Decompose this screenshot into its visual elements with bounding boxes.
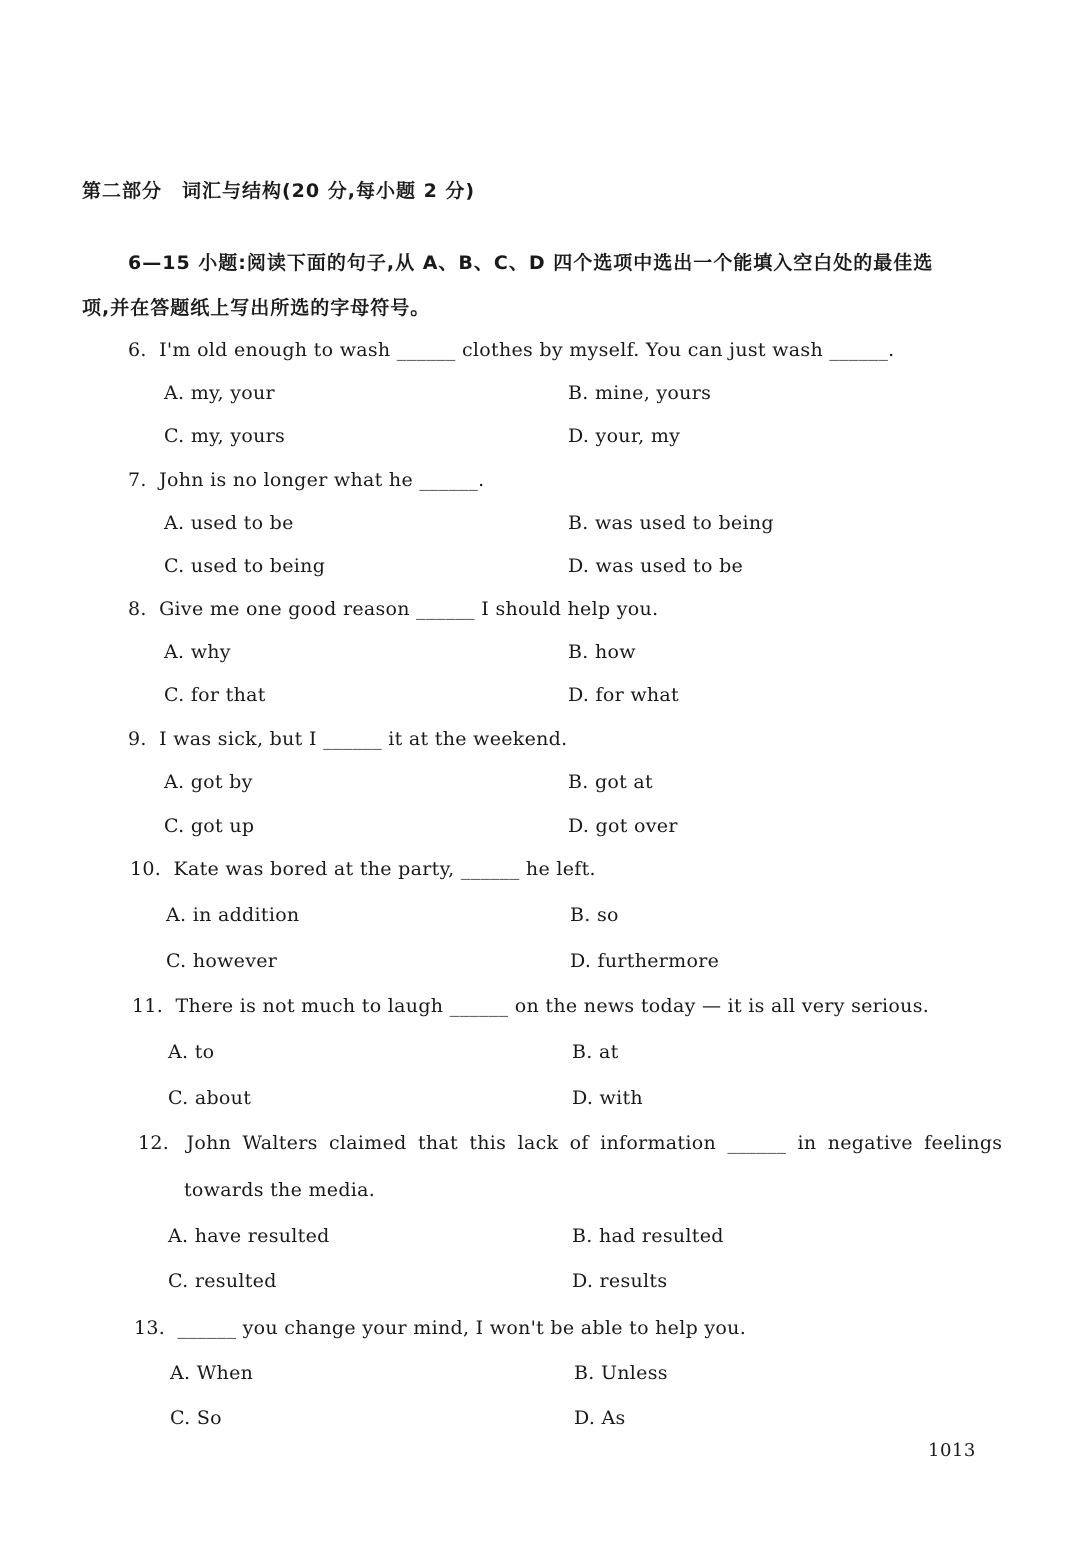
question-stem: Kate was bored at the party, ______ he left. xyxy=(173,858,596,880)
question-number: 8. xyxy=(128,598,147,620)
question-8 xyxy=(128,598,658,620)
option-d: D. As xyxy=(574,1407,626,1429)
question-number: 7. xyxy=(128,469,147,491)
option-b: B. mine, yours xyxy=(568,382,712,404)
option-d: D. your, my xyxy=(568,425,681,447)
question-number: 9. xyxy=(128,728,147,750)
question-stem: There is not much to laugh ______ on the news today — it is all very serious. xyxy=(175,995,930,1017)
option-b: B. at xyxy=(572,1041,619,1063)
option-a: A. to xyxy=(168,1041,215,1063)
option-c: C. about xyxy=(168,1087,252,1109)
question-number: 12. xyxy=(138,1132,170,1154)
question-11 xyxy=(132,995,929,1017)
question-stem: I'm old enough to wash ______ clothes by myself. You can just wash ______. xyxy=(159,339,895,361)
question-number: 6. xyxy=(128,339,147,361)
option-a: A. my, your xyxy=(164,382,275,404)
option-a: A. in addition xyxy=(166,904,300,926)
question-number: 13. xyxy=(134,1317,166,1339)
option-a: A. have resulted xyxy=(168,1225,330,1247)
instructions-line-1: 6—15 小题:阅读下面的句子,从 A、B、C、D 四个选项中选出一个能填入空白处的最佳选 xyxy=(128,252,934,274)
option-c: C. my, yours xyxy=(164,425,286,447)
option-c: C. however xyxy=(166,950,278,972)
option-d: D. got over xyxy=(568,815,678,837)
option-b: B. was used to being xyxy=(568,512,774,534)
section-title: 第二部分 词汇与结构(20 分,每小题 2 分) xyxy=(82,180,476,202)
question-number: 11. xyxy=(132,995,164,1017)
question-stem: John Walters claimed that this lack of information ______ in negative feelings xyxy=(186,1132,1003,1154)
question-6 xyxy=(128,339,894,361)
option-d: D. was used to be xyxy=(568,555,744,577)
option-c: C. So xyxy=(170,1407,222,1429)
option-d: D. for what xyxy=(568,684,679,706)
option-c: C. for that xyxy=(164,684,266,706)
option-d: D. with xyxy=(572,1087,643,1109)
option-a: A. used to be xyxy=(164,512,294,534)
instructions-line-2: 项,并在答题纸上写出所选的字母符号。 xyxy=(82,297,431,319)
question-12-continuation: towards the media. xyxy=(184,1179,376,1201)
option-b: B. how xyxy=(568,641,636,663)
question-13 xyxy=(134,1317,746,1339)
question-stem: John is no longer what he ______. xyxy=(159,469,485,491)
option-d: D. results xyxy=(572,1270,668,1292)
option-b: B. got at xyxy=(568,771,653,793)
option-c: C. used to being xyxy=(164,555,326,577)
question-stem: I was sick, but I ______ it at the weekend. xyxy=(159,728,568,750)
page-number: 1013 xyxy=(928,1440,976,1461)
question-10 xyxy=(130,858,596,880)
option-a: A. why xyxy=(164,641,231,663)
option-d: D. furthermore xyxy=(570,950,720,972)
option-b: B. had resulted xyxy=(572,1225,724,1247)
option-b: B. so xyxy=(570,904,619,926)
option-a: A. When xyxy=(170,1362,254,1384)
question-stem: ______ you change your mind, I won't be able to help you. xyxy=(177,1317,747,1339)
option-c: C. resulted xyxy=(168,1270,277,1292)
option-a: A. got by xyxy=(164,771,253,793)
option-c: C. got up xyxy=(164,815,255,837)
question-number: 10. xyxy=(130,858,162,880)
question-7 xyxy=(128,469,484,491)
option-b: B. Unless xyxy=(574,1362,668,1384)
question-9 xyxy=(128,728,567,750)
question-stem: Give me one good reason ______ I should help you. xyxy=(159,598,659,620)
question-12 xyxy=(138,1132,1002,1154)
